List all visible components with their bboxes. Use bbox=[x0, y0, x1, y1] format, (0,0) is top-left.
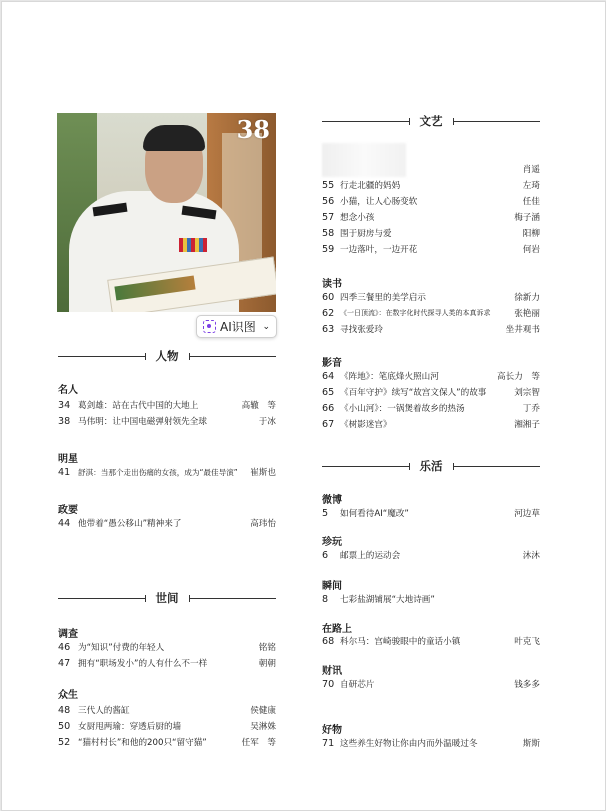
entry-author: 河边草 bbox=[514, 509, 540, 519]
entry-author: 沐沐 bbox=[522, 551, 540, 561]
toc-entry[interactable] bbox=[322, 548, 540, 562]
toc-entry[interactable] bbox=[58, 703, 276, 717]
entry-author: 湘湘子 bbox=[514, 420, 540, 430]
entry-author: 梅子涵 bbox=[514, 213, 540, 223]
category-label: 珍玩 bbox=[322, 537, 342, 548]
entry-page: 60 bbox=[322, 291, 335, 303]
category-label: 在路上 bbox=[322, 624, 352, 635]
entry-page: 50 bbox=[58, 720, 71, 732]
entry-title: 七彩盐湖铺展“大地诗画” bbox=[340, 595, 435, 605]
entry-author: 吴淋姝 bbox=[250, 722, 276, 732]
toc-entry[interactable] bbox=[322, 210, 540, 224]
entry-author: 任佳 bbox=[522, 197, 540, 207]
toc-entry[interactable] bbox=[322, 194, 540, 208]
entry-author: 崔斯也 bbox=[250, 468, 276, 478]
entry-page: 8 bbox=[322, 593, 329, 605]
category-label: 调查 bbox=[58, 629, 78, 640]
entry-title: 想念小孩 bbox=[340, 213, 375, 223]
entry-page: 47 bbox=[58, 657, 71, 669]
entry-title: 马伟明：让中国电磁弹射领先全球 bbox=[78, 417, 207, 427]
entry-page: 68 bbox=[322, 635, 335, 647]
entry-author: 何岩 bbox=[522, 245, 540, 255]
entry-title: 舒淇：当那个走出伤痛的女孩，成为“最佳导演” bbox=[78, 467, 238, 477]
entry-author: 钱多多 bbox=[514, 680, 540, 690]
entry-page: 48 bbox=[58, 704, 71, 716]
toc-entry[interactable] bbox=[322, 306, 540, 320]
entry-title: 《阵地》：笔底烽火照山河 bbox=[340, 372, 439, 382]
toc-entry[interactable] bbox=[322, 677, 540, 691]
toc-entry[interactable] bbox=[322, 736, 540, 750]
toc-entry[interactable] bbox=[322, 242, 540, 256]
toc-entry[interactable] bbox=[58, 656, 276, 670]
category-label: 微博 bbox=[322, 495, 342, 506]
entry-page: 71 bbox=[322, 737, 335, 749]
entry-title: 三代人的酱缸 bbox=[78, 706, 130, 716]
entry-title: 围于厨房与爱 bbox=[340, 229, 392, 239]
section-header-shijian bbox=[58, 591, 276, 605]
entry-title: 他带着“愚公移山”精神来了 bbox=[78, 519, 182, 529]
entry-title: 《小山河》：一锅煲着故乡的热汤 bbox=[340, 404, 465, 414]
entry-title: 一边落叶，一边开花 bbox=[340, 245, 418, 255]
category-label: 影音 bbox=[322, 358, 342, 369]
entry-title: 《百年守护》续写“故宫文保人”的故事 bbox=[340, 388, 487, 398]
entry-page: 70 bbox=[322, 678, 335, 690]
entry-author: 徐新力 bbox=[514, 293, 540, 303]
section-title: 人物 bbox=[155, 349, 179, 363]
entry-page: 56 bbox=[322, 195, 335, 207]
category-label: 财讯 bbox=[322, 666, 342, 677]
toc-entry[interactable] bbox=[322, 369, 540, 383]
entry-author: 高辙 等 bbox=[241, 401, 276, 411]
photo-page-number: 38 bbox=[236, 115, 270, 144]
entry-author: 斯斯 bbox=[522, 739, 540, 749]
cover-photo bbox=[57, 113, 276, 312]
ai-button-label: AI识图 bbox=[220, 320, 256, 334]
section-title: 文艺 bbox=[419, 114, 443, 128]
entry-page: 65 bbox=[322, 386, 335, 398]
entry-author: 高长力 等 bbox=[497, 372, 540, 382]
section-title: 乐活 bbox=[419, 459, 443, 473]
entry-page: 55 bbox=[322, 179, 335, 191]
entry-page: 57 bbox=[322, 211, 335, 223]
section-header-renwu bbox=[58, 349, 276, 363]
section-title: 世间 bbox=[155, 591, 179, 605]
entry-title: 邮票上的运动会 bbox=[340, 551, 401, 561]
entry-title: 拥有“职场发小”的人有什么不一样 bbox=[78, 659, 208, 669]
category-label: 政要 bbox=[58, 505, 78, 516]
entry-author: 任军 等 bbox=[241, 738, 276, 748]
entry-author: 铭铭 bbox=[258, 643, 276, 653]
section-header-wenyi bbox=[322, 114, 540, 128]
section-header-lehuo bbox=[322, 459, 540, 473]
toc-entry[interactable] bbox=[322, 290, 540, 304]
entry-author: 丁乔 bbox=[522, 404, 540, 414]
entry-title: 行走北疆的妈妈 bbox=[340, 181, 401, 191]
entry-page: 5 bbox=[322, 507, 329, 519]
entry-title: 《树影迷宫》 bbox=[340, 420, 392, 430]
toc-entry[interactable] bbox=[58, 414, 276, 428]
toc-entry[interactable] bbox=[58, 516, 276, 530]
toc-entry[interactable] bbox=[322, 178, 540, 192]
entry-page: 63 bbox=[322, 323, 335, 335]
entry-title: 科尔马：宫崎骏眼中的童话小镇 bbox=[340, 637, 461, 647]
entry-author: 叶克飞 bbox=[514, 637, 540, 647]
entry-page: 41 bbox=[58, 466, 71, 478]
entry-author: 朝朝 bbox=[258, 659, 276, 669]
entry-page: 38 bbox=[58, 415, 71, 427]
entry-page: 6 bbox=[322, 549, 329, 561]
entry-page: 58 bbox=[322, 227, 335, 239]
entry-author: 左琦 bbox=[522, 181, 540, 191]
category-label: 众生 bbox=[58, 690, 78, 701]
toc-entry[interactable] bbox=[322, 634, 540, 648]
toc-entry[interactable] bbox=[322, 401, 540, 415]
entry-page: 67 bbox=[322, 418, 335, 430]
entry-author: 高玮怡 bbox=[250, 519, 276, 529]
ai-scan-icon bbox=[203, 320, 216, 333]
entry-author: 侯健康 bbox=[250, 706, 276, 716]
toc-entry[interactable] bbox=[58, 719, 276, 733]
entry-title: 葛剑雄：站在古代中国的大地上 bbox=[78, 401, 199, 411]
entry-author: 肖遥 bbox=[522, 165, 540, 175]
toc-entry[interactable] bbox=[322, 322, 540, 336]
entry-title: 自研芯片 bbox=[340, 680, 375, 690]
toc-entry[interactable] bbox=[322, 506, 540, 520]
entry-page: 62 bbox=[322, 307, 335, 319]
category-label: 明星 bbox=[58, 454, 78, 465]
entry-title: 四季三餐里的美学启示 bbox=[340, 293, 426, 303]
entry-author: 阳柳 bbox=[522, 229, 540, 239]
toc-entry[interactable] bbox=[58, 640, 276, 654]
entry-author: 刘宗智 bbox=[514, 388, 540, 398]
entry-page: 44 bbox=[58, 517, 71, 529]
entry-title: “猫村村长”和他的200只“留守猫” bbox=[78, 738, 207, 748]
entry-title: 小猫，让人心肠变软 bbox=[340, 197, 418, 207]
toc-entry[interactable] bbox=[322, 226, 540, 240]
entry-title: 如何看待AI“魔改” bbox=[340, 509, 409, 519]
entry-page: 52 bbox=[58, 736, 71, 748]
toc-entry[interactable] bbox=[322, 417, 540, 431]
entry-title: 寻找张爱玲 bbox=[340, 325, 383, 335]
toc-entry[interactable] bbox=[58, 398, 276, 412]
category-label: 读书 bbox=[322, 279, 342, 290]
toc-entry[interactable] bbox=[58, 735, 276, 749]
entry-author: 于冰 bbox=[258, 417, 276, 427]
toc-entry[interactable] bbox=[322, 592, 540, 606]
category-label: 名人 bbox=[58, 385, 78, 396]
toc-entry[interactable] bbox=[322, 162, 540, 176]
category-label: 瞬间 bbox=[322, 581, 342, 592]
entry-page: 34 bbox=[58, 399, 71, 411]
entry-page: 64 bbox=[322, 370, 335, 382]
entry-page: 46 bbox=[58, 641, 71, 653]
ai-image-recognition-button[interactable] bbox=[196, 315, 277, 338]
entry-title: 为“知识”付费的年轻人 bbox=[78, 643, 165, 653]
entry-title: 《一日顶流》：在数字化时代探寻人类的本真诉求 bbox=[340, 309, 491, 317]
entry-author: 张艳丽 bbox=[514, 309, 540, 319]
entry-page: 59 bbox=[322, 243, 335, 255]
toc-entry[interactable] bbox=[322, 385, 540, 399]
toc-entry[interactable] bbox=[58, 465, 276, 479]
entry-title: 女厨甩两瑜：穿透后厨的墙 bbox=[78, 722, 182, 732]
entry-title: 这些养生好物让你由内而外温暖过冬 bbox=[340, 739, 478, 749]
entry-author: 坐井观书 bbox=[505, 325, 540, 335]
entry-page: 66 bbox=[322, 402, 335, 414]
chevron-down-icon: ⌄ bbox=[262, 321, 270, 332]
category-label: 好物 bbox=[322, 725, 342, 736]
